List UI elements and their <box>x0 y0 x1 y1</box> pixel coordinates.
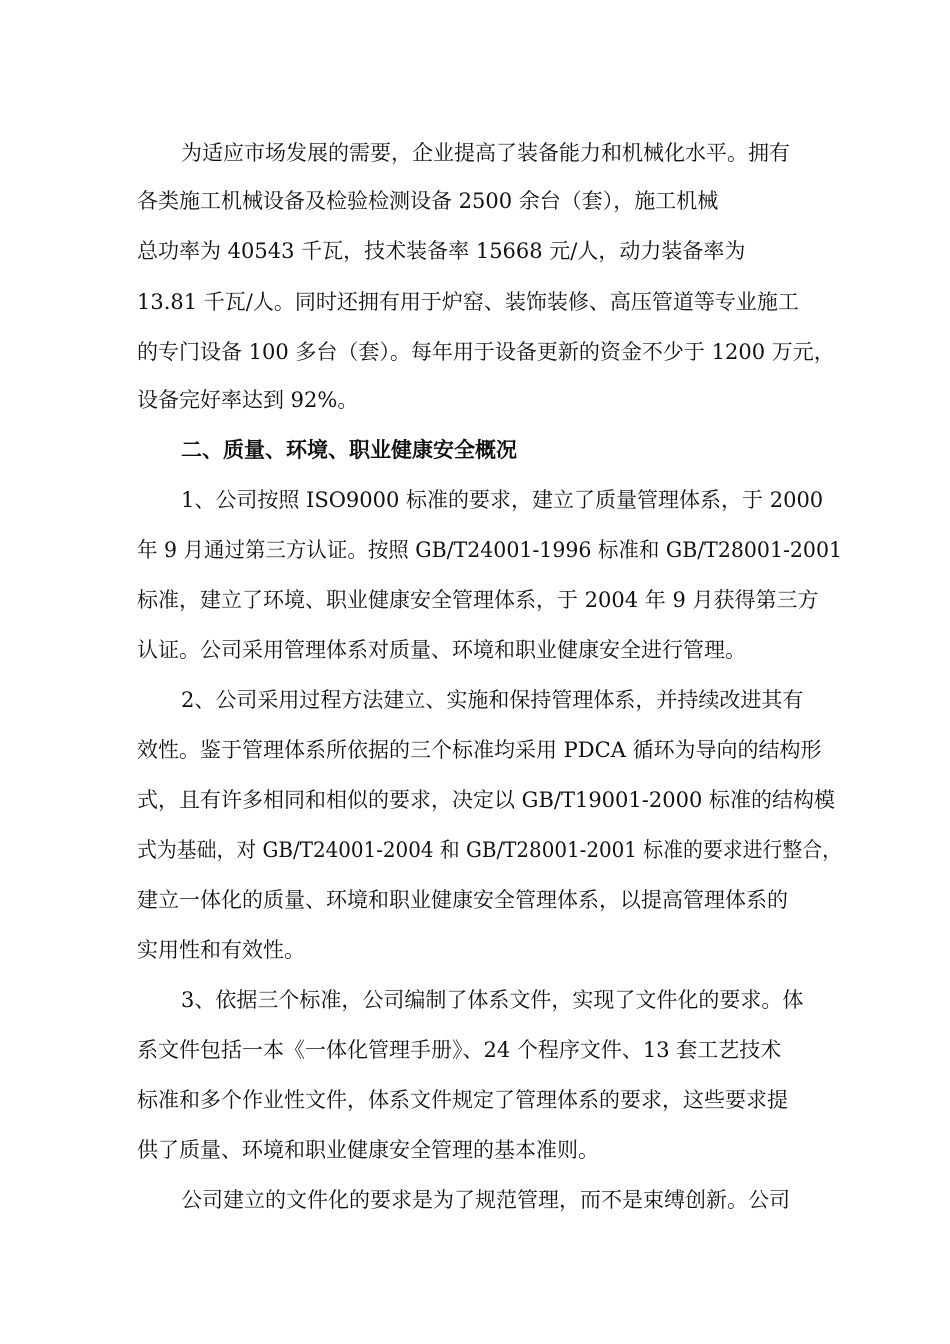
text-line <box>0 332 950 372</box>
text-line <box>0 730 950 770</box>
text-line-content: 公司建立的文件化的要求是为了规范管理，而不是束缚创新。公司 <box>181 1188 790 1212</box>
text-line <box>0 480 950 520</box>
text-line <box>0 1080 950 1120</box>
text-line-content: 建立一体化的质量、环境和职业健康安全管理体系，以提高管理体系的 <box>137 888 788 912</box>
text-line-content: 式为基础，对 GB/T24001-2004 和 GB/T28001-2001 标准的要求进行整合， <box>137 838 842 862</box>
text-line <box>0 133 950 173</box>
section-heading-text: 二、质量、环境、职业健康安全概况 <box>181 438 517 462</box>
text-line <box>0 780 950 820</box>
text-line <box>0 282 950 322</box>
text-line <box>0 1130 950 1170</box>
text-line-content: 标准和多个作业性文件，体系文件规定了管理体系的要求，这些要求提 <box>137 1088 788 1112</box>
text-line <box>0 231 950 271</box>
text-line-content: 式，且有许多相同和相似的要求，决定以 GB/T19001-2000 标准的结构模 <box>137 788 835 812</box>
text-line-content: 供了质量、环境和职业健康安全管理的基本准则。 <box>137 1138 599 1162</box>
text-line-content: 效性。鉴于管理体系所依据的三个标准均采用 PDCA 循环为导向的结构形 <box>137 738 822 762</box>
text-line <box>0 630 950 670</box>
text-line <box>0 880 950 920</box>
text-line-content: 13.81 千瓦/人。同时还拥有用于炉窑、装饰装修、高压管道等专业施工 <box>137 290 799 314</box>
section-heading <box>0 430 950 470</box>
text-line-content: 总功率为 40543 千瓦，技术装备率 15668 元/人，动力装备率为 <box>137 239 746 263</box>
text-line-content: 为适应市场发展的需要，企业提高了装备能力和机械化水平。拥有 <box>181 141 790 165</box>
text-line <box>0 830 950 870</box>
text-line <box>0 1180 950 1220</box>
text-line-content: 设备完好率达到 92%。 <box>137 388 359 412</box>
text-line <box>0 680 950 720</box>
text-line <box>0 530 950 570</box>
text-line <box>0 1030 950 1070</box>
text-line <box>0 930 950 970</box>
text-line <box>0 380 950 420</box>
text-line <box>0 580 950 620</box>
text-line-content: 实用性和有效性。 <box>137 938 305 962</box>
text-line-content: 1、公司按照 ISO9000 标准的要求，建立了质量管理体系，于 2000 <box>181 488 824 512</box>
text-line-content: 系文件包括一本《一体化管理手册》、24 个程序文件、13 套工艺技术 <box>137 1038 782 1062</box>
text-line <box>0 181 950 221</box>
text-line-content: 标准，建立了环境、职业健康安全管理体系，于 2004 年 9 月获得第三方 <box>137 588 819 612</box>
text-line-content: 3、依据三个标准，公司编制了体系文件，实现了文件化的要求。体 <box>181 988 804 1012</box>
text-line-content: 2、公司采用过程方法建立、实施和保持管理体系，并持续改进其有 <box>181 688 804 712</box>
text-line-content: 的专门设备 100 多台（套）。每年用于设备更新的资金不少于 1200 万元， <box>137 340 835 364</box>
text-line-content: 各类施工机械设备及检验检测设备 2500 余台（套），施工机械 <box>137 189 719 213</box>
text-line-content: 认证。公司采用管理体系对质量、环境和职业健康安全进行管理。 <box>137 638 746 662</box>
text-line <box>0 980 950 1020</box>
text-line-content: 年 9 月通过第三方认证。按照 GB/T24001-1996 标准和 GB/T28001-2001 <box>137 538 843 562</box>
